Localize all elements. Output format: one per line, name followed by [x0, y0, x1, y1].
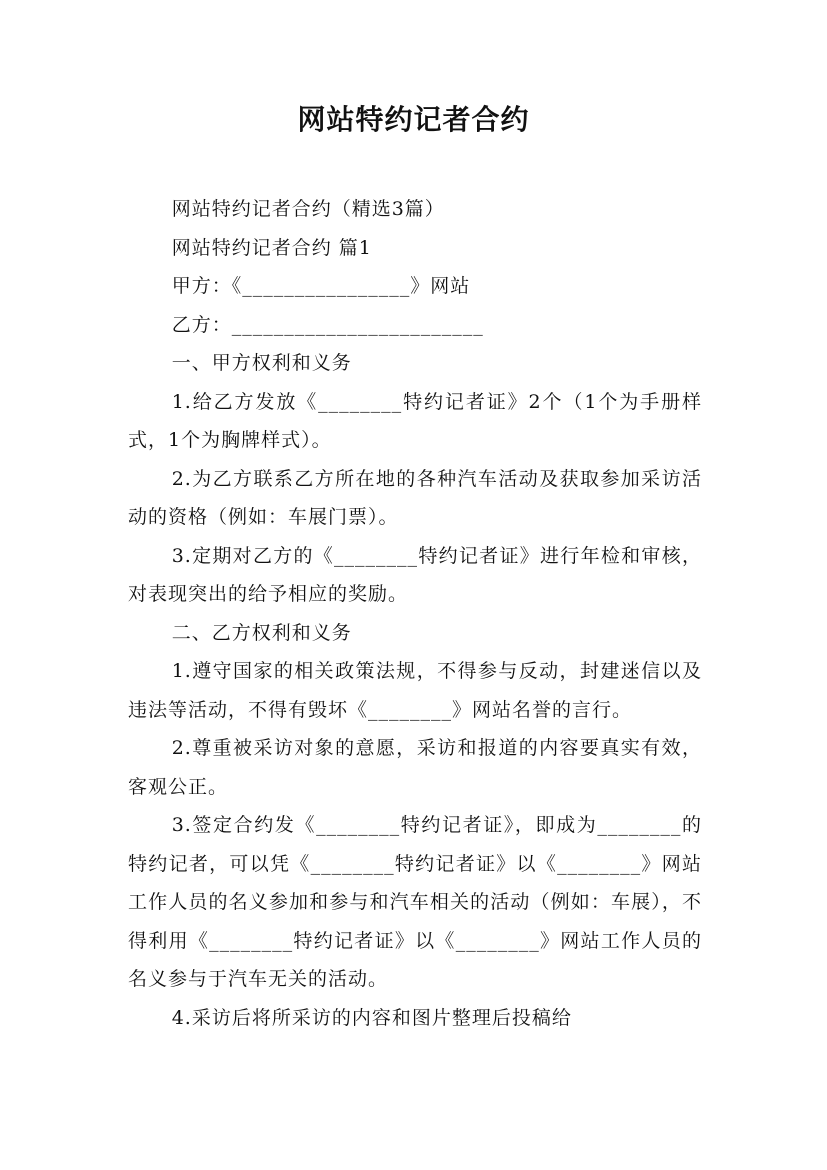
paragraph-party-b-rights-heading: 二、乙方权利和义务	[171, 621, 352, 644]
paragraph-party-b-item-3: 3.签定合约发《________特约记者证》，即成为________的特约记者，可以凭《________特约记者证》以《________》网站工作人员的名义参加和参与和汽车相关的活动（例如：车展），不得利用《________特约记者证》以《________》网站工作人员的名义参与于汽车无关的活动。	[128, 814, 702, 990]
paragraph-party-b: 乙方：________________________	[171, 313, 484, 336]
paragraph-party-b-item-4: 4.采访后将所采访的内容和图片整理后投稿给	[171, 1006, 572, 1029]
paragraph-party-b-item-2: 2.尊重被采访对象的意愿，采访和报道的内容要真实有效，客观公正。	[128, 737, 702, 798]
paragraph-party-a-item-3: 3.定期对乙方的《________特约记者证》进行年检和审核，对表现突出的给予相应的奖励。	[128, 544, 702, 605]
document-body	[128, 190, 702, 1037]
paragraph-heading-selection: 网站特约记者合约（精选3篇）	[171, 198, 445, 220]
document-title: 网站特约记者合约	[297, 103, 530, 136]
paragraph-party-b-item-1: 1.遵守国家的相关政策法规，不得参与反动，封建迷信以及违法等活动，不得有毁坏《________》网站名誉的言行。	[128, 660, 702, 721]
paragraph-party-a-rights-heading: 一、甲方权利和义务	[171, 352, 352, 374]
paragraph-party-a-item-1: 1.给乙方发放《________特约记者证》2个（1个为手册样式，1个为胸牌样式）。	[128, 390, 702, 451]
paragraph-party-a-item-2: 2.为乙方联系乙方所在地的各种汽车活动及获取参加采访活动的资格（例如：车展门票）。	[128, 467, 702, 528]
paragraph-party-a: 甲方：《________________》网站	[171, 275, 471, 297]
paragraph-section-title: 网站特约记者合约 篇1	[171, 236, 372, 259]
